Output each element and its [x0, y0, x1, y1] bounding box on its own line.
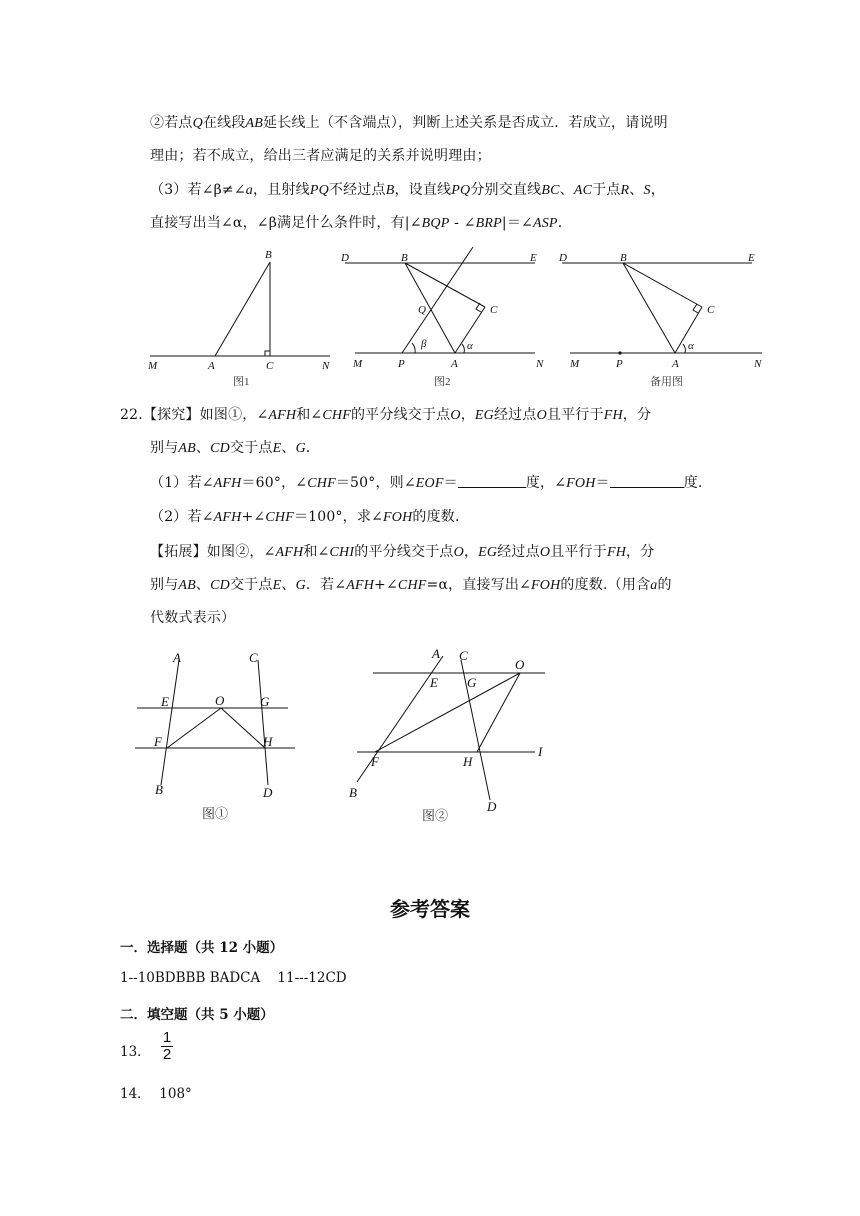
fig2-label-m: M — [353, 358, 363, 370]
point-p-dot — [618, 351, 621, 354]
fig2-label-c: C — [490, 304, 498, 316]
fig2-label-n: N — [536, 358, 544, 370]
q21-figures — [140, 245, 780, 393]
answer-blank-eof[interactable] — [458, 475, 526, 488]
fig2-label-beta: β — [421, 338, 427, 350]
q21-part2-line1: ②若点Q在线段AB延长线上（不含端点），判断上述关系是否成立．若成立，请说明 — [150, 115, 668, 131]
q22-extend-line2: 别与AB、CD交于点E、G．若∠AFH+∠CHF=α，直接写出∠FOH的度数.（用含a的 — [150, 577, 672, 593]
figA-label-o: O — [215, 693, 225, 708]
figA-label-a: A — [173, 650, 181, 665]
fig3-label-n: N — [754, 358, 762, 370]
fig1-label-b: B — [265, 249, 272, 261]
figA-label-g: G — [260, 694, 270, 709]
fig3-label-m: M — [570, 358, 580, 370]
figB-label-b: B — [349, 785, 357, 800]
figB-label-c: C — [459, 648, 468, 663]
q22-extend-line3: 代数式表示） — [150, 610, 236, 626]
figB-label-i: I — [538, 744, 543, 759]
fig3-caption: 备用图 — [650, 376, 683, 388]
figB-label-h: H — [463, 754, 473, 769]
q22-sub1: （1）若∠AFH＝60°，∠CHF＝50°，则∠EOF＝ 度，∠FOH＝ 度. — [150, 475, 703, 491]
figB-label-a: A — [432, 646, 440, 661]
fig2-label-b: B — [401, 252, 408, 264]
fig2-caption: 图2 — [434, 376, 451, 388]
q22-sub2: （2）若∠AFH+∠CHF＝100°，求∠FOH的度数. — [150, 509, 460, 525]
fig3-label-d: D — [559, 252, 567, 264]
figA-label-b: B — [155, 782, 163, 797]
q21-part2-line2: 理由；若不成立，给出三者应满足的关系并说明理由； — [150, 148, 491, 164]
fig1-label-m: M — [148, 360, 158, 372]
fig1-label-n: N — [322, 360, 330, 372]
fig2-label-p: P — [398, 358, 405, 370]
fig1-label-a: A — [208, 360, 215, 372]
q22-line2: 别与AB、CD交于点E、G． — [150, 440, 321, 456]
figA-label-c: C — [249, 650, 258, 665]
fig2-label-d: D — [341, 252, 349, 264]
figB-label-e: E — [430, 675, 438, 690]
fig2-label-q: Q — [418, 304, 426, 316]
figA-label-f: F — [154, 734, 162, 749]
figA-label-h: H — [263, 734, 273, 749]
q22-extend-line1: 【拓展】如图②，∠AFH和∠CHI的平分线交于点O，EG经过点O且平行于FH，分 — [150, 544, 655, 560]
answer-14: 14． 108° — [120, 1086, 192, 1102]
answer-13-number: 13． — [120, 1044, 151, 1060]
fig3-label-a: A — [672, 358, 679, 370]
answer-blank-foh[interactable] — [610, 475, 684, 488]
fig3-label-p: P — [616, 358, 623, 370]
fig1-label-c: C — [266, 360, 274, 372]
figB-label-g: G — [467, 675, 477, 690]
fig2-label-a: A — [451, 358, 458, 370]
answers-title: 参考答案 — [390, 897, 470, 921]
q22-line1: 22.【探究】如图①，∠AFH和∠CHF的平分线交于点O，EG经过点O且平行于FH，分 — [120, 407, 652, 423]
fig3-label-b: B — [620, 252, 627, 264]
q21-part3-line1: （3）若∠β≠∠a，且射线PQ不经过点B，设直线PQ分别交直线BC、AC于点R、S， — [150, 182, 665, 198]
figB-caption: 图② — [422, 808, 449, 823]
fraction-denominator: 2 — [162, 1046, 172, 1063]
fig1-caption: 图1 — [233, 376, 250, 388]
answers-section1-body: 1--10BDBBB BADCA 11---12CD — [120, 970, 347, 986]
fig2-label-e: E — [530, 252, 537, 264]
fraction-numerator: 1 — [162, 1029, 172, 1046]
figA-label-d: D — [263, 785, 273, 800]
fig3-label-c: C — [707, 304, 715, 316]
q21-part3-line2: 直接写出当∠α，∠β满足什么条件时，有|∠BQP - ∠BRP|＝∠ASP. — [150, 215, 563, 231]
figA-label-e: E — [161, 694, 169, 709]
figB-label-o: O — [515, 657, 525, 672]
answer-13-fraction — [160, 1030, 174, 1063]
figA-caption: 图① — [202, 806, 229, 821]
figB-label-f: F — [371, 754, 379, 769]
answers-section1-heading: 一．选择题（共 12 小题） — [120, 940, 284, 956]
q22-figures — [125, 640, 565, 830]
fig3-label-e: E — [748, 252, 755, 264]
fig2-label-alpha: α — [467, 340, 473, 352]
figB-label-d: D — [487, 799, 497, 814]
answers-section2-heading: 二．填空题（共 5 小题） — [120, 1007, 274, 1023]
fig3-label-alpha: α — [688, 340, 694, 352]
